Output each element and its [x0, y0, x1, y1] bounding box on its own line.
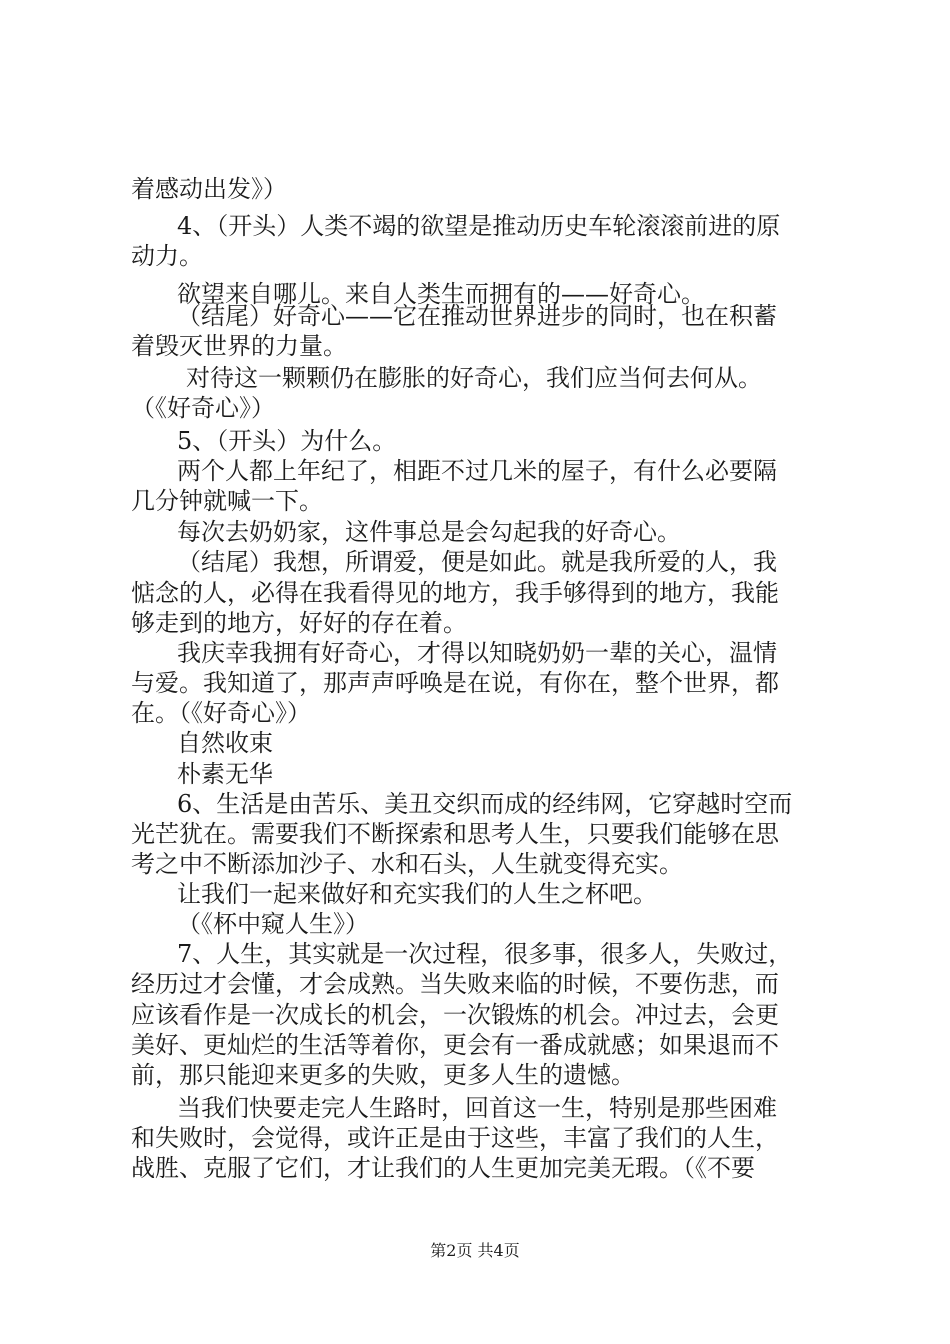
text-line: 对待这一颗颗仍在膨胀的好奇心，我们应当何去何从。	[186, 364, 762, 392]
text-line: （《好奇心》）	[131, 394, 275, 422]
text-line: 经历过才会懂，才会成熟。当失败来临的时候，不要伤悲，而	[131, 970, 779, 998]
text-line: 与爱。我知道了，那声声呼唤是在说，有你在，整个世界，都	[131, 669, 779, 697]
text-line: 应该看作是一次成长的机会，一次锻炼的机会。冲过去，会更	[131, 1001, 779, 1029]
text-line: 几分钟就喊一下。	[131, 487, 323, 515]
text-line: 6、生活是由苦乐、美丑交织而成的经纬网，它穿越时空而	[177, 790, 793, 818]
text-line: 前，那只能迎来更多的失败，更多人生的遗憾。	[131, 1061, 635, 1089]
text-line: 够走到的地方，好好的存在着。	[131, 609, 467, 637]
text-line: 着感动出发》）	[131, 175, 287, 203]
text-line: 着毁灭世界的力量。	[131, 332, 347, 360]
page-footer: 第2页 共4页	[430, 1241, 520, 1260]
text-line: 7、人生，其实就是一次过程，很多事，很多人，失败过，	[177, 940, 793, 968]
text-line: （结尾）好奇心——它在推动世界进步的同时，也在积蓄	[177, 302, 777, 330]
text-line: 考之中不断添加沙子、水和石头，人生就变得充实。	[131, 850, 683, 878]
text-line: 美好、更灿烂的生活等着你，更会有一番成就感；如果退而不	[131, 1031, 779, 1059]
text-line: 每次去奶奶家，这件事总是会勾起我的好奇心。	[177, 518, 681, 546]
text-line: 朴素无华	[177, 760, 273, 788]
text-line: 在。（《好奇心》）	[131, 699, 311, 727]
text-line: （《杯中窥人生》）	[177, 910, 369, 938]
text-line: 动力。	[131, 242, 203, 270]
text-line: 让我们一起来做好和充实我们的人生之杯吧。	[177, 880, 657, 908]
text-line: 当我们快要走完人生路时，回首这一生，特别是那些困难	[177, 1094, 777, 1122]
text-line: 自然收束	[177, 729, 273, 757]
text-line: 4、（开头）人类不竭的欲望是推动历史车轮滚滚前进的原	[177, 212, 781, 240]
text-line: 战胜、克服了它们，才让我们的人生更加完美无瑕。（《不要	[131, 1154, 755, 1182]
text-line: 欲望来自哪儿。来自人类生而拥有的——好奇心。	[177, 280, 705, 308]
text-line: 和失败时，会觉得，或许正是由于这些，丰富了我们的人生，	[131, 1124, 779, 1152]
text-line: 惦念的人，必得在我看得见的地方，我手够得到的地方，我能	[131, 579, 779, 607]
text-line: 5、（开头）为什么。	[177, 427, 397, 455]
text-line: 两个人都上年纪了，相距不过几米的屋子，有什么必要隔	[177, 457, 777, 485]
text-line: 我庆幸我拥有好奇心，才得以知晓奶奶一辈的关心，温情	[177, 639, 777, 667]
text-line: （结尾）我想，所谓爱，便是如此。就是我所爱的人，我	[177, 548, 777, 576]
text-line: 光芒犹在。需要我们不断探索和思考人生，只要我们能够在思	[131, 820, 779, 848]
